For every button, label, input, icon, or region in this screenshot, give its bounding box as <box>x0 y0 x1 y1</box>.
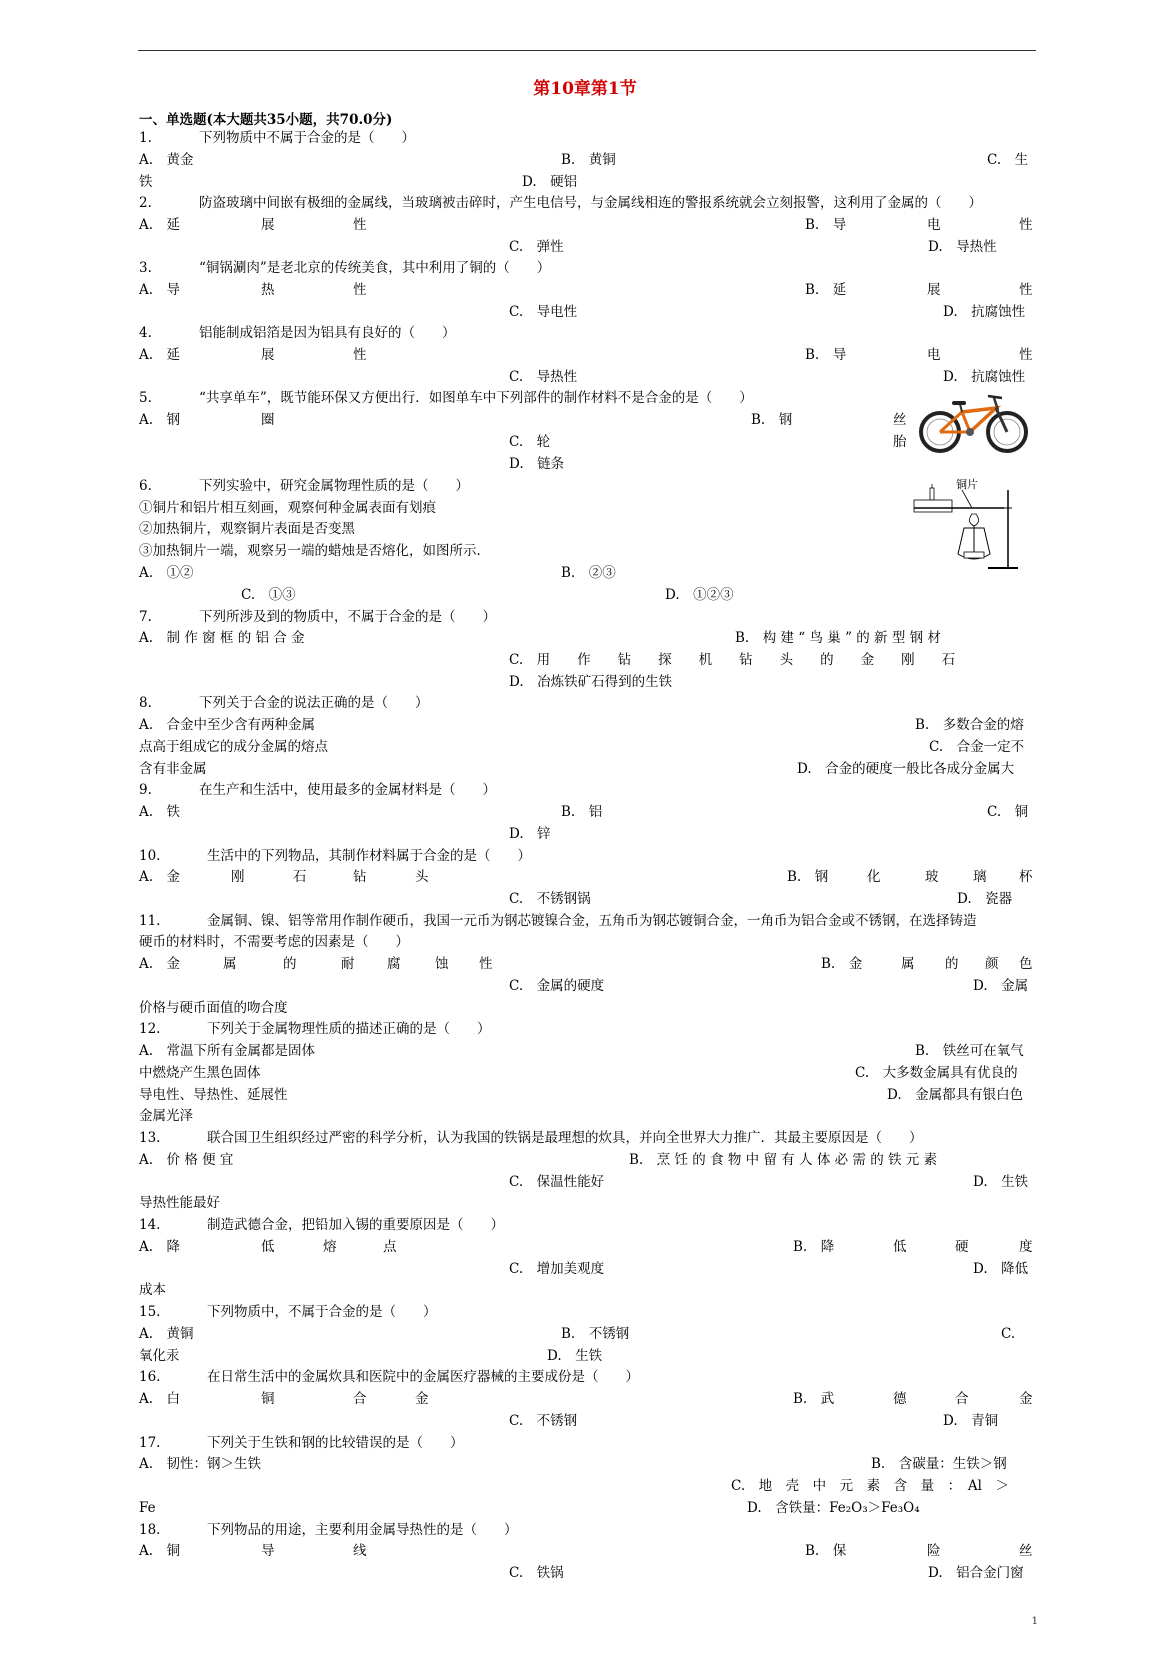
text-line <box>139 976 1036 997</box>
text-fragment: 金属光泽 <box>139 1108 193 1124</box>
text-line <box>139 323 1036 344</box>
text-line <box>139 672 1036 693</box>
text-fragment: 的 <box>945 956 959 972</box>
text-fragment: 性 <box>1019 282 1033 298</box>
text-fragment: A. 铁 <box>139 804 181 820</box>
text-line <box>139 1106 1036 1127</box>
text-fragment: C. 铜 <box>987 804 1029 820</box>
text-fragment: 下列关于生铁和钢的比较错误的是（ ） <box>207 1435 464 1451</box>
text-fragment: A. 黄铜 <box>139 1326 194 1342</box>
text-line <box>139 258 1036 279</box>
text-fragment: D. 导热性 <box>928 239 997 255</box>
text-fragment: 性 <box>479 956 493 972</box>
text-fragment: C. 合金一定不 <box>929 739 1025 755</box>
text-fragment: 金 <box>1019 1391 1033 1407</box>
text-fragment: D. 抗腐蚀性 <box>943 304 1026 320</box>
text-fragment: 12. <box>139 1021 161 1037</box>
text-fragment: 熔 <box>323 1239 337 1255</box>
text-fragment: C. 增加美观度 <box>509 1261 605 1277</box>
text-fragment: D. 生铁 <box>547 1348 603 1364</box>
text-fragment: C. 弹性 <box>509 239 564 255</box>
text-line <box>139 1541 1036 1562</box>
text-line <box>139 1520 1036 1541</box>
text-fragment: D. 硬铝 <box>522 174 578 190</box>
text-fragment: D. 锌 <box>509 826 551 842</box>
text-line <box>139 128 1036 149</box>
text-fragment: 刚 <box>231 869 245 885</box>
text-fragment: B. ②③ <box>561 565 616 581</box>
text-fragment: A. 金 <box>139 956 181 972</box>
text-fragment: D. 金属都具有银白色 <box>887 1087 1024 1103</box>
text-line <box>139 1237 1036 1258</box>
text-fragment: 制造武德合金，把铅加入锡的重要原因是（ ） <box>207 1217 504 1233</box>
text-fragment: 2. <box>139 195 152 211</box>
text-line <box>139 715 1036 736</box>
text-fragment: D. 生铁 <box>973 1174 1029 1190</box>
section-heading: 一、单选题(本大题共35小题，共70.0分) <box>139 112 393 128</box>
text-fragment: Fe <box>139 1500 156 1516</box>
text-fragment: A. 钢 <box>139 412 181 428</box>
text-fragment: D. 青铜 <box>943 1413 999 1429</box>
text-fragment: 低 <box>261 1239 275 1255</box>
text-fragment: 电 <box>927 217 941 233</box>
text-fragment: 18. <box>139 1522 161 1538</box>
text-fragment: 下列物品的用途，主要利用金属导热性的是（ ） <box>207 1522 518 1538</box>
text-fragment: 8. <box>139 695 152 711</box>
text-fragment: 成本 <box>139 1282 166 1298</box>
text-fragment: 下列物质中，不属于合金的是（ ） <box>207 1304 437 1320</box>
text-fragment: C. 轮 <box>509 434 551 450</box>
text-line <box>139 1259 1036 1280</box>
text-fragment: C. 地 壳 中 元 素 含 量 ： Al ＞ <box>731 1478 1009 1494</box>
text-fragment: 17. <box>139 1435 161 1451</box>
text-fragment: A. 铜 <box>139 1543 181 1559</box>
text-fragment: 圈 <box>261 412 275 428</box>
text-fragment: 色 <box>1019 956 1033 972</box>
text-line <box>139 410 1036 431</box>
text-fragment: 11. <box>139 913 161 929</box>
text-fragment: 在日常生活中的金属炊具和医院中的金属医疗器械的主要成份是（ ） <box>207 1369 639 1385</box>
text-fragment: 生活中的下列物品，其制作材料属于合金的是（ ） <box>207 848 531 864</box>
text-fragment: 下列关于合金的说法正确的是（ ） <box>199 695 429 711</box>
text-fragment: 导电性、导热性、延展性 <box>139 1087 288 1103</box>
text-fragment: 14. <box>139 1217 161 1233</box>
text-fragment: A. 延 <box>139 217 181 233</box>
text-fragment: 在生产和生活中，使用最多的金属材料是（ ） <box>199 782 496 798</box>
text-fragment: ③加热铜片一端，观察另一端的蜡烛是否熔化，如图所示． <box>139 543 490 559</box>
text-fragment: 下列关于金属物理性质的描述正确的是（ ） <box>207 1021 491 1037</box>
text-fragment: B. 金 <box>821 956 863 972</box>
text-fragment: D. 链条 <box>509 456 565 472</box>
text-line <box>139 388 1036 409</box>
text-fragment: “共享单车”，既节能环保又方便出行．如图单车中下列部件的制作材料不是合金的是（ ） <box>199 390 753 406</box>
text-fragment: 16. <box>139 1369 161 1385</box>
text-fragment: 5. <box>139 390 152 406</box>
text-fragment: 德 <box>893 1391 907 1407</box>
text-fragment: ②加热铜片，观察铜片表面是否变黑 <box>139 521 355 537</box>
text-line <box>139 345 1036 366</box>
heating-copper-apparatus <box>912 476 1022 572</box>
text-fragment: 钻 <box>353 869 367 885</box>
page-number: 1 <box>1031 1616 1038 1627</box>
text-line <box>139 954 1036 975</box>
text-line <box>139 759 1036 780</box>
text-line <box>139 1150 1036 1171</box>
text-fragment: 险 <box>927 1543 941 1559</box>
text-fragment: 13. <box>139 1130 161 1146</box>
text-line <box>139 932 1036 953</box>
text-fragment: 硬币的材料时，不需要考虑的因素是（ ） <box>139 934 409 950</box>
text-line <box>139 1041 1036 1062</box>
text-line <box>139 1172 1036 1193</box>
text-fragment: B. 不锈钢 <box>561 1326 630 1342</box>
text-line <box>139 737 1036 758</box>
text-fragment: B. 烹 饪 的 食 物 中 留 有 人 体 必 需 的 铁 元 素 <box>629 1152 938 1168</box>
text-fragment: A. ①② <box>139 565 194 581</box>
text-fragment: 石 <box>293 869 307 885</box>
text-fragment: 化 <box>867 869 881 885</box>
text-fragment: A. 白 <box>139 1391 181 1407</box>
text-line <box>139 1128 1036 1149</box>
text-fragment: 度 <box>1019 1239 1033 1255</box>
text-fragment: 价格与硬币面值的吻合度 <box>139 1000 288 1016</box>
text-line <box>139 280 1036 301</box>
text-fragment: D. 降低 <box>973 1261 1029 1277</box>
text-fragment: 性 <box>1019 217 1033 233</box>
text-fragment: A. 合金中至少含有两种金属 <box>139 717 316 733</box>
text-fragment: D. 瓷器 <box>957 891 1013 907</box>
text-line <box>139 1476 1036 1497</box>
text-fragment: D. 合金的硬度一般比各成分金属大 <box>797 761 1015 777</box>
text-line <box>139 1019 1036 1040</box>
text-fragment: ①铜片和铝片相互刻画，观察何种金属表面有划痕 <box>139 500 436 516</box>
text-fragment: C. 金属的硬度 <box>509 978 605 994</box>
text-fragment: B. 构 建 “ 鸟 巢 ” 的 新 型 钢 材 <box>735 630 941 646</box>
text-fragment: 防盗玻璃中间嵌有极细的金属线，当玻璃被击碎时，产生电信号，与金属线相连的警报系统就会立刻报警，这利用了金属的（ ） <box>199 195 982 211</box>
text-fragment: 展 <box>261 347 275 363</box>
text-fragment: C. 用 作 钻 探 机 钻 头 的 金 刚 石 <box>509 652 956 668</box>
text-line <box>139 193 1036 214</box>
text-fragment: 下列物质中不属于合金的是（ ） <box>199 130 415 146</box>
text-fragment: 金属铜、镍、铝等常用作制作硬币，我国一元币为钢芯镀镍合金，五角币为钢芯镀铜合金，一角币为铝合金或不锈钢，在选择铸造 <box>207 913 977 929</box>
text-fragment: 下列所涉及到的物质中，不属于合金的是（ ） <box>199 609 496 625</box>
text-fragment: “铜锅涮肉”是老北京的传统美食，其中利用了铜的（ ） <box>199 260 551 276</box>
text-fragment: 头 <box>415 869 429 885</box>
text-fragment: A. 黄金 <box>139 152 194 168</box>
text-line <box>139 585 1036 606</box>
text-fragment: B. 降 <box>793 1239 835 1255</box>
text-fragment: 性 <box>353 347 367 363</box>
text-fragment: 璃 <box>973 869 987 885</box>
text-fragment: A. 降 <box>139 1239 181 1255</box>
text-fragment: B. 多数合金的熔 <box>915 717 1024 733</box>
text-fragment: C. <box>1001 1326 1016 1342</box>
text-fragment: 3. <box>139 260 152 276</box>
text-fragment: C. 导热性 <box>509 369 578 385</box>
text-line <box>139 1411 1036 1432</box>
text-fragment: 丝 <box>893 412 907 428</box>
text-fragment: 联合国卫生组织经过严密的科学分析，认为我国的铁锅是最理想的炊具，并向全世界大力推广．其最主要原因是（ ） <box>207 1130 923 1146</box>
text-line <box>139 1367 1036 1388</box>
text-fragment: 性 <box>1019 347 1033 363</box>
text-fragment: 6. <box>139 478 152 494</box>
text-line <box>139 1433 1036 1454</box>
text-fragment: B. 武 <box>793 1391 835 1407</box>
text-fragment: C. 不锈钢 <box>509 1413 578 1429</box>
text-fragment: A. 韧性：钢＞生铁 <box>139 1456 262 1472</box>
text-fragment: 导热性能最好 <box>139 1195 220 1211</box>
text-fragment: 15. <box>139 1304 161 1320</box>
text-fragment: B. 钢 <box>751 412 793 428</box>
text-fragment: C. ①③ <box>241 587 296 603</box>
text-fragment: 硬 <box>955 1239 969 1255</box>
text-fragment: 9. <box>139 782 152 798</box>
bicycle-figure <box>918 386 1030 454</box>
text-line <box>139 1454 1036 1475</box>
text-fragment: 展 <box>927 282 941 298</box>
text-fragment: 下列实验中，研究金属物理性质的是（ ） <box>199 478 469 494</box>
text-fragment: D. 铝合金门窗 <box>928 1565 1024 1581</box>
text-fragment: 胎 <box>893 434 907 450</box>
text-fragment: 点高于组成它的成分金属的熔点 <box>139 739 328 755</box>
text-line <box>139 802 1036 823</box>
text-fragment: C. 大多数金属具有优良的 <box>855 1065 1018 1081</box>
text-line <box>139 1563 1036 1584</box>
text-line <box>139 1215 1036 1236</box>
text-fragment: B. 钢 <box>787 869 829 885</box>
text-line <box>139 1302 1036 1323</box>
text-fragment: 蚀 <box>435 956 449 972</box>
text-line <box>139 867 1036 888</box>
text-line <box>139 1324 1036 1345</box>
text-line <box>139 302 1036 323</box>
text-fragment: B. 延 <box>805 282 847 298</box>
text-line <box>139 693 1036 714</box>
text-line <box>139 889 1036 910</box>
text-fragment: 属 <box>901 956 915 972</box>
text-fragment: 含有非金属 <box>139 761 207 777</box>
text-line <box>139 563 1036 584</box>
text-line <box>139 607 1036 628</box>
text-fragment: D. 冶炼铁矿石得到的生铁 <box>509 674 673 690</box>
text-fragment: 展 <box>261 217 275 233</box>
text-line <box>139 519 1036 540</box>
text-fragment: B. 铝 <box>561 804 603 820</box>
text-fragment: D. ①②③ <box>665 587 734 603</box>
text-fragment: 氧化汞 <box>139 1348 180 1364</box>
text-line <box>139 650 1036 671</box>
text-line <box>139 1193 1036 1214</box>
text-line <box>139 780 1036 801</box>
text-fragment: D. 金属 <box>973 978 1029 994</box>
text-fragment: B. 铁丝可在氧气 <box>915 1043 1024 1059</box>
text-fragment: 腐 <box>387 956 401 972</box>
text-fragment: B. 导 <box>805 347 847 363</box>
text-line <box>139 454 1036 475</box>
text-fragment: 颜 <box>985 956 999 972</box>
text-line <box>139 1280 1036 1301</box>
text-fragment: 中燃烧产生黑色固体 <box>139 1065 261 1081</box>
text-line <box>139 498 1036 519</box>
text-fragment: B. 黄铜 <box>561 152 616 168</box>
text-fragment: B. 导 <box>805 217 847 233</box>
text-fragment: 点 <box>383 1239 397 1255</box>
text-fragment: 性 <box>353 217 367 233</box>
text-line <box>139 628 1036 649</box>
text-fragment: A. 金 <box>139 869 181 885</box>
text-fragment: B. 含碳量：生铁＞钢 <box>871 1456 1007 1472</box>
text-line <box>139 150 1036 171</box>
text-line <box>139 237 1036 258</box>
header-rule <box>138 50 1036 51</box>
text-line <box>139 432 1036 453</box>
text-fragment: A. 延 <box>139 347 181 363</box>
text-line <box>139 824 1036 845</box>
text-line <box>139 541 1036 562</box>
text-fragment: 1. <box>139 130 152 146</box>
copper-sheet-label: 铜片 <box>956 478 978 491</box>
text-fragment: A. 常温下所有金属都是固体 <box>139 1043 316 1059</box>
text-fragment: 合 <box>353 1391 367 1407</box>
text-line <box>139 1063 1036 1084</box>
text-fragment: A. 价 格 便 宜 <box>139 1152 234 1168</box>
text-line <box>139 846 1036 867</box>
text-line <box>139 1498 1036 1519</box>
page-title: 第10章第1节 <box>533 79 637 99</box>
text-fragment: 10. <box>139 848 161 864</box>
text-fragment: 低 <box>893 1239 907 1255</box>
text-fragment: C. 铁锅 <box>509 1565 564 1581</box>
text-line <box>139 1389 1036 1410</box>
text-fragment: A. 制 作 窗 框 的 铝 合 金 <box>139 630 305 646</box>
text-fragment: B. 保 <box>805 1543 847 1559</box>
text-line <box>139 1085 1036 1106</box>
text-fragment: 合 <box>955 1391 969 1407</box>
text-line <box>139 476 1036 497</box>
text-fragment: 线 <box>353 1543 367 1559</box>
text-fragment: 4. <box>139 325 152 341</box>
text-fragment: 属 <box>223 956 237 972</box>
text-line <box>139 172 1036 193</box>
text-fragment: 丝 <box>1019 1543 1033 1559</box>
text-fragment: 耐 <box>341 956 355 972</box>
text-line <box>139 998 1036 1019</box>
text-fragment: 的 <box>283 956 297 972</box>
text-fragment: C. 生 <box>987 152 1029 168</box>
text-line <box>139 215 1036 236</box>
text-fragment: 玻 <box>925 869 939 885</box>
text-fragment: 杯 <box>1019 869 1033 885</box>
text-fragment: 热 <box>261 282 275 298</box>
text-fragment: C. 保温性能好 <box>509 1174 605 1190</box>
text-fragment: C. 导电性 <box>509 304 578 320</box>
text-line <box>139 367 1036 388</box>
text-fragment: 电 <box>927 347 941 363</box>
text-fragment: 铜 <box>261 1391 275 1407</box>
text-fragment: D. 含铁量：Fe₂O₃＞Fe₃O₄ <box>747 1500 920 1516</box>
text-line <box>139 911 1036 932</box>
text-fragment: 导 <box>261 1543 275 1559</box>
text-line <box>139 1346 1036 1367</box>
text-fragment: 性 <box>353 282 367 298</box>
text-fragment: 铝能制成铝箔是因为铝具有良好的（ ） <box>199 325 456 341</box>
text-fragment: 金 <box>415 1391 429 1407</box>
text-fragment: 铁 <box>139 174 153 190</box>
text-fragment: 7. <box>139 609 152 625</box>
text-fragment: D. 抗腐蚀性 <box>943 369 1026 385</box>
text-fragment: C. 不锈钢锅 <box>509 891 591 907</box>
text-fragment: A. 导 <box>139 282 181 298</box>
